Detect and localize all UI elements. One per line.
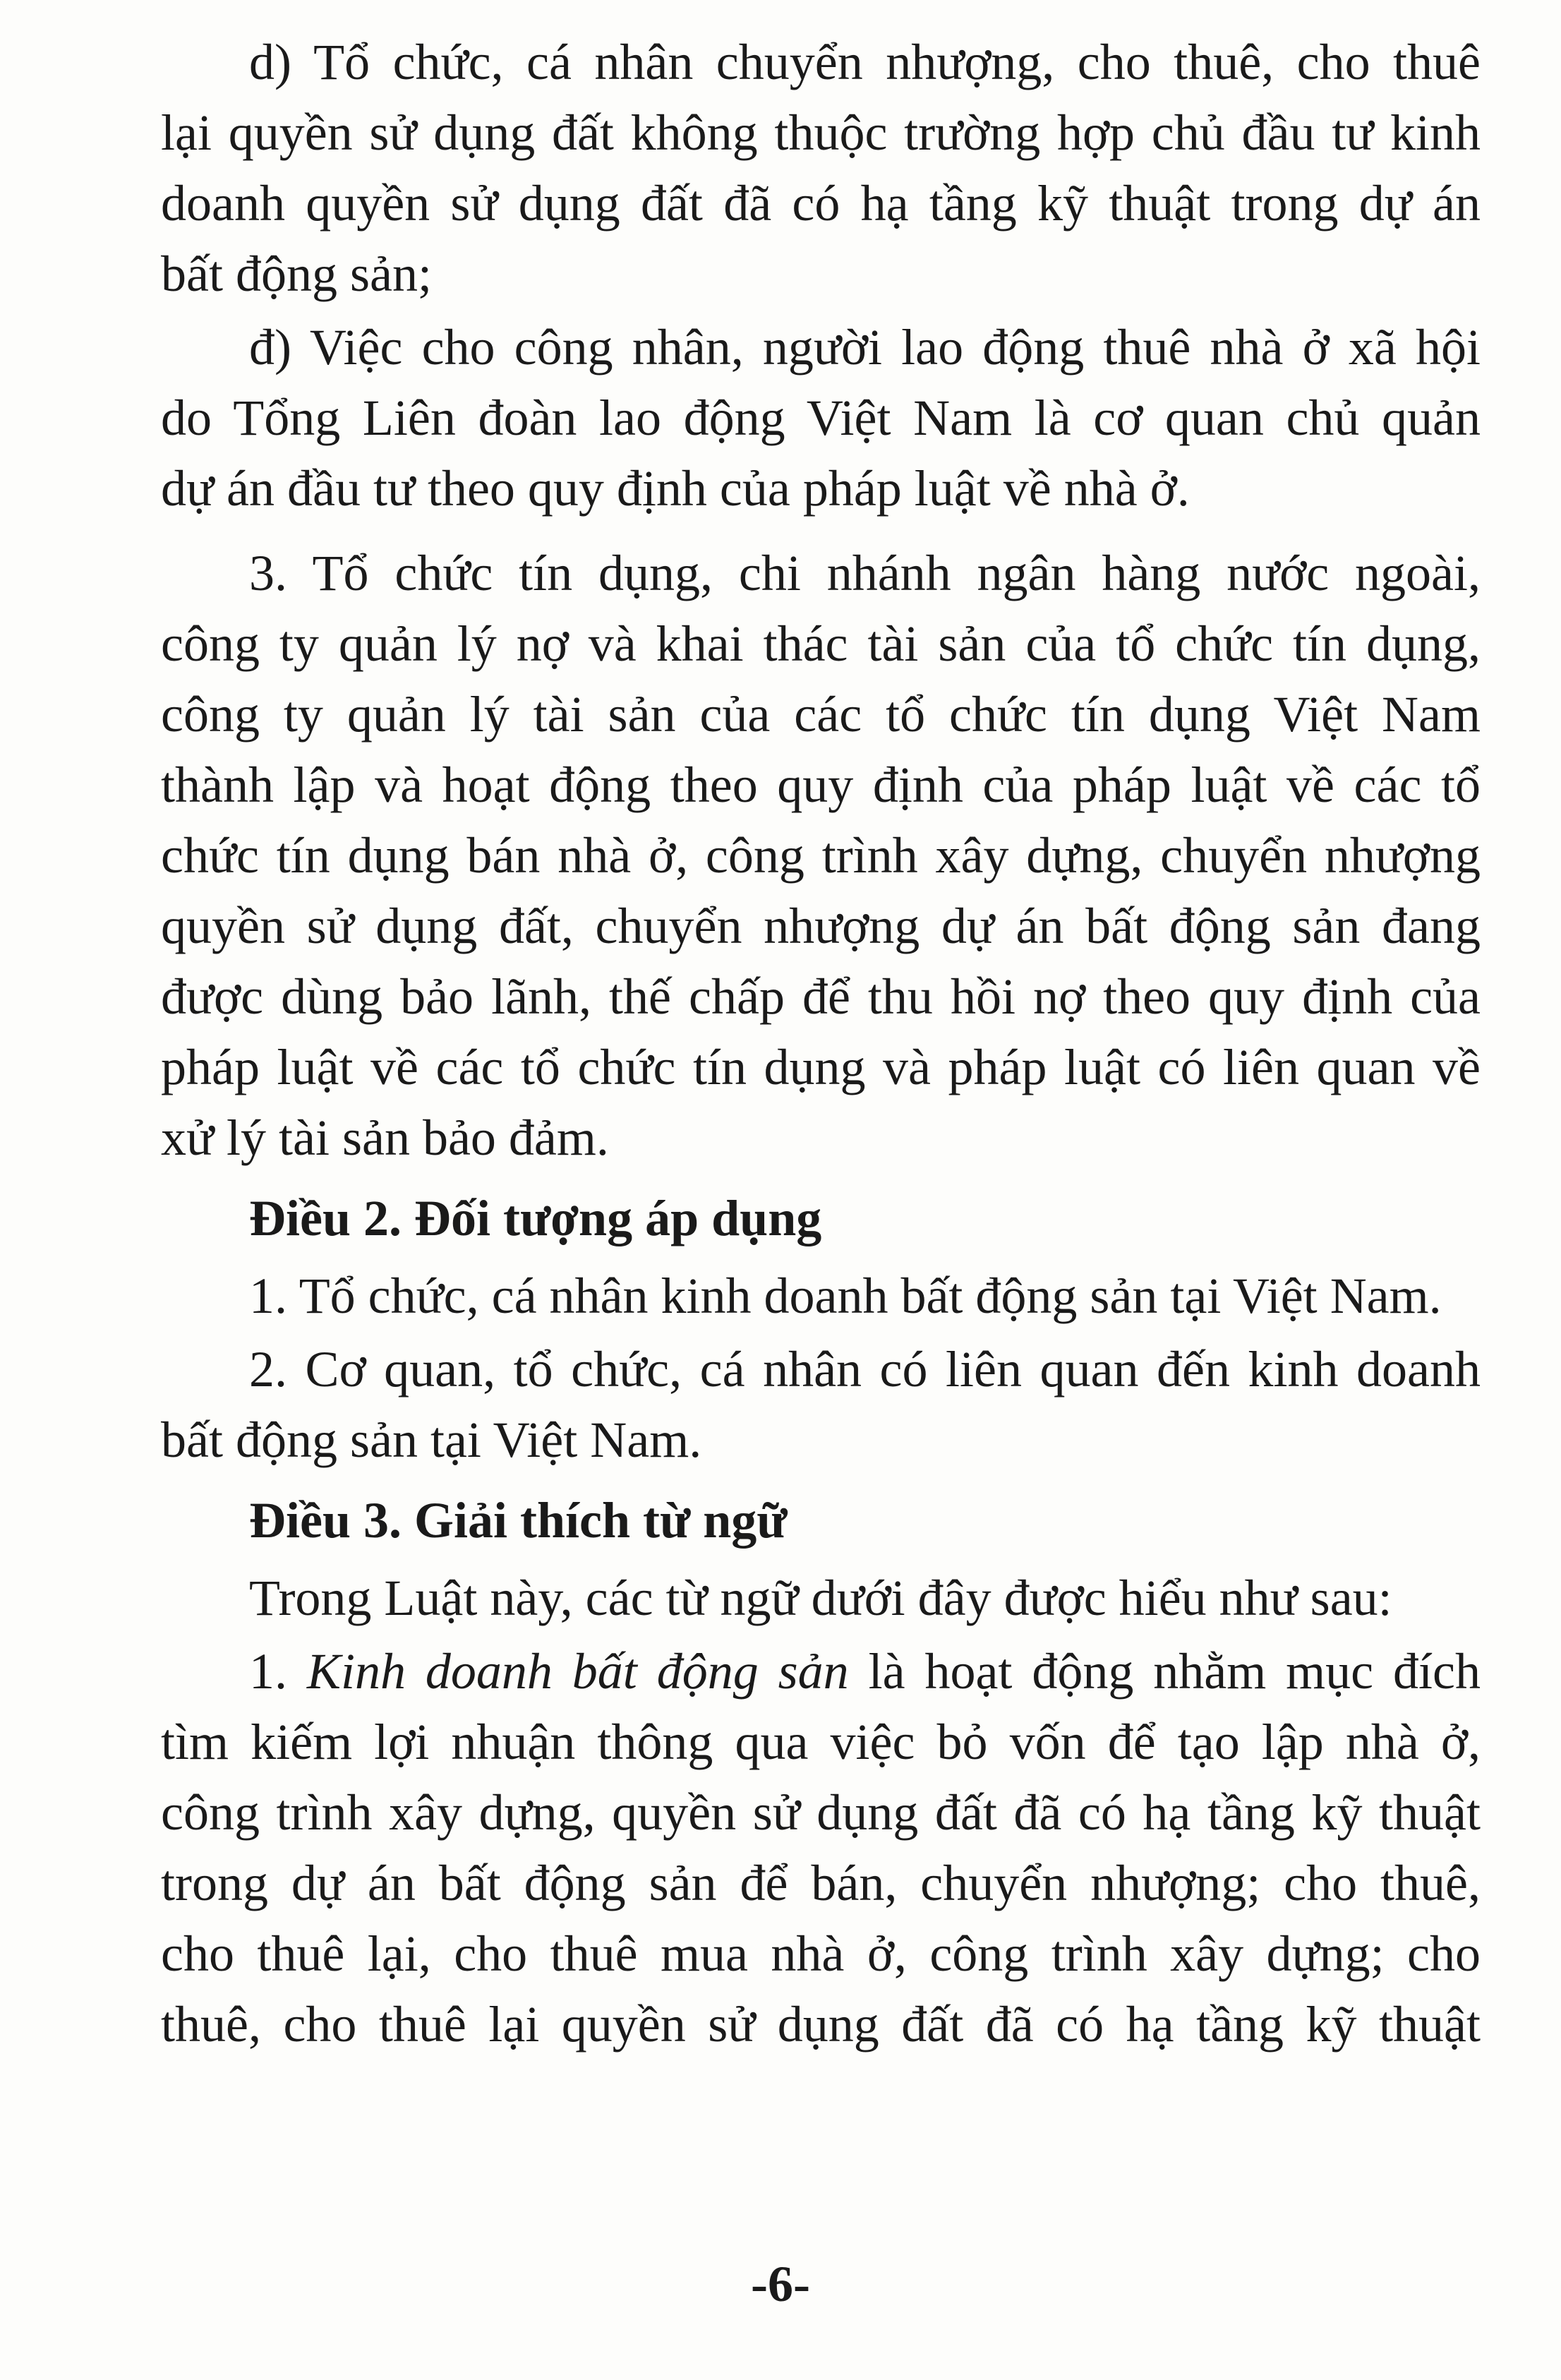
- text-line: trong dự án bất động sản để bán, chuyển nhượng; cho thuê,: [161, 1855, 1481, 1911]
- page-number: -6-: [751, 2256, 810, 2312]
- paragraph: [161, 1261, 1481, 1331]
- paragraph: [161, 1636, 1481, 2060]
- defined-term: Kinh doanh bất động sản: [306, 1643, 849, 1700]
- text-line: pháp luật về các tổ chức tín dụng và pháp luật có liên quan về: [161, 1039, 1481, 1095]
- paragraph: [161, 312, 1481, 524]
- article-heading: Điều 3. Giải thích từ ngữ: [249, 1492, 788, 1549]
- text-line: xử lý tài sản bảo đảm.: [161, 1110, 609, 1166]
- text-line: dự án đầu tư theo quy định của pháp luật về nhà ở.: [161, 460, 1190, 517]
- paragraph: [161, 27, 1481, 309]
- article-heading: Điều 2. Đối tượng áp dụng: [249, 1190, 822, 1246]
- paragraph: [161, 1334, 1481, 1475]
- line-rest: là hoạt động nhằm mục đích: [848, 1643, 1481, 1700]
- text-line: tìm kiếm lợi nhuận thông qua việc bỏ vốn để tạo lập nhà ở,: [161, 1714, 1481, 1770]
- text-line: doanh quyền sử dụng đất đã có hạ tầng kỹ thuật trong dự án: [161, 175, 1481, 232]
- text-line: bất động sản tại Việt Nam.: [161, 1412, 702, 1468]
- text-line: đ) Việc cho công nhân, người lao động thuê nhà ở xã hội: [249, 319, 1481, 375]
- text-line: lại quyền sử dụng đất không thuộc trường hợp chủ đầu tư kinh: [161, 104, 1481, 161]
- text-line: d) Tổ chức, cá nhân chuyển nhượng, cho thuê, cho thuê: [249, 34, 1481, 90]
- text-line: thành lập và hoạt động theo quy định của pháp luật về các tổ: [161, 757, 1481, 813]
- text-line: thuê, cho thuê lại quyền sử dụng đất đã có hạ tầng kỹ thuật: [161, 1996, 1481, 2053]
- text-line: [161, 1636, 1481, 1707]
- line-prefix: 1.: [249, 1643, 307, 1700]
- text-line: 2. Cơ quan, tổ chức, cá nhân có liên quan đến kinh doanh: [249, 1341, 1481, 1398]
- paragraph: [161, 538, 1481, 1173]
- text-line: Trong Luật này, các từ ngữ dưới đây được hiểu như sau:: [249, 1570, 1392, 1626]
- text-line: công trình xây dựng, quyền sử dụng đất đã có hạ tầng kỹ thuật: [161, 1784, 1481, 1841]
- document-page: [161, 27, 1481, 2062]
- text-line: quyền sử dụng đất, chuyển nhượng dự án bất động sản đang: [161, 898, 1481, 954]
- text-line: 3. Tổ chức tín dụng, chi nhánh ngân hàng nước ngoài,: [249, 545, 1481, 601]
- text-line: công ty quản lý nợ và khai thác tài sản của tổ chức tín dụng,: [161, 615, 1481, 672]
- text-line: bất động sản;: [161, 246, 432, 302]
- text-line: 1. Tổ chức, cá nhân kinh doanh bất động sản tại Việt Nam.: [249, 1268, 1442, 1324]
- text-line: chức tín dụng bán nhà ở, công trình xây dựng, chuyển nhượng: [161, 827, 1481, 884]
- paragraph: [161, 1563, 1481, 1633]
- text-line: công ty quản lý tài sản của các tổ chức tín dụng Việt Nam: [161, 686, 1481, 743]
- text-line: do Tổng Liên đoàn lao động Việt Nam là cơ quan chủ quản: [161, 390, 1481, 446]
- text-line: được dùng bảo lãnh, thế chấp để thu hồi nợ theo quy định của: [161, 968, 1481, 1025]
- text-line: cho thuê lại, cho thuê mua nhà ở, công trình xây dựng; cho: [161, 1925, 1481, 1982]
